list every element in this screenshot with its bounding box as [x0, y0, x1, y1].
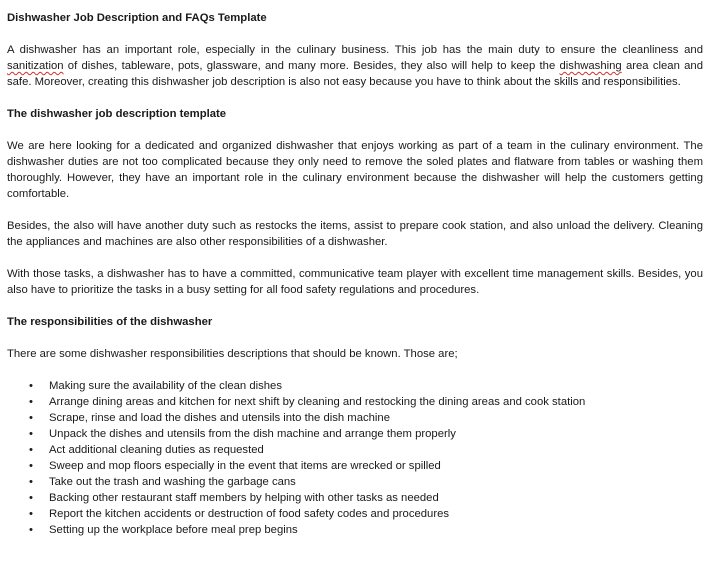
intro-text-2: of dishes, tableware, pots, glassware, and many more. Besides, they also will help to keep the	[63, 60, 560, 72]
list-item	[7, 442, 703, 458]
intro-text-1: A dishwasher has an important role, especially in the culinary business. This job has the main duty to ensure the cleanliness and	[7, 44, 703, 56]
section-heading-responsibilities: The responsibilities of the dishwasher	[7, 316, 213, 328]
list-item-text: Report the kitchen accidents or destruction of food safety codes and procedures	[49, 508, 450, 520]
list-item-text: Arrange dining areas and kitchen for next shift by cleaning and restocking the dining areas and cook station	[49, 396, 586, 408]
list-item-text: Act additional cleaning duties as requested	[49, 444, 264, 456]
bullet-icon: •	[29, 476, 33, 488]
list-item	[7, 474, 703, 490]
responsibilities-intro: There are some dishwasher responsibilities descriptions that should be known. Those are;	[7, 348, 458, 360]
list-item	[7, 410, 703, 426]
list-item	[7, 506, 703, 522]
job-description-paragraph-3: With those tasks, a dishwasher has to have a committed, communicative team player with excellent time management skills. Besides, you also have to prioritize the tasks in a busy setting for all food safety regulations and procedures.	[7, 268, 703, 296]
bullet-icon: •	[29, 412, 33, 424]
list-item-text: Backing other restaurant staff members by helping with other tasks as needed	[49, 492, 439, 504]
bullet-icon: •	[29, 460, 33, 472]
list-item-text: Unpack the dishes and utensils from the dish machine and arrange them properly	[49, 428, 456, 440]
job-description-paragraph-1: We are here looking for a dedicated and organized dishwasher that enjoys working as part of a team in the culinary environment. The dishwasher duties are not too complicated because they only need to remove the soled plates and flatware from tables or washing them thoroughly. However, they have an important role in the culinary environment because the dishwasher will help the customers getting comfortable.	[7, 140, 703, 200]
bullet-icon: •	[29, 444, 33, 456]
section-heading-job-description: The dishwasher job description template	[7, 108, 227, 120]
list-item-text: Setting up the workplace before meal prep begins	[49, 524, 298, 536]
list-item	[7, 378, 703, 394]
list-item	[7, 426, 703, 442]
list-item	[7, 490, 703, 506]
intro-text-3: area clean and safe. Moreover, creating this dishwasher job description is also not easy because you have to think about the skills and responsibilities.	[7, 60, 703, 88]
list-item	[7, 458, 703, 474]
job-description-paragraph-2: Besides, the also will have another duty such as restocks the items, assist to prepare cook station, and also unload the delivery. Cleaning the appliances and machines are also other responsibilities of a dishwasher.	[7, 220, 703, 248]
bullet-icon: •	[29, 492, 33, 504]
document-title: Dishwasher Job Description and FAQs Template	[7, 12, 267, 24]
bullet-icon: •	[29, 524, 33, 536]
bullet-icon: •	[29, 508, 33, 520]
bullet-icon: •	[29, 428, 33, 440]
spellcheck-word-sanitization[interactable]: sanitization	[7, 60, 64, 72]
bullet-icon: •	[29, 396, 33, 408]
bullet-icon: •	[29, 380, 33, 392]
spellcheck-word-dishwashing[interactable]: dishwashing	[559, 60, 622, 72]
responsibilities-list	[7, 378, 703, 538]
list-item-text: Making sure the availability of the clean dishes	[49, 380, 282, 392]
list-item	[7, 522, 703, 538]
list-item-text: Take out the trash and washing the garbage cans	[49, 476, 296, 488]
list-item	[7, 394, 703, 410]
list-item-text: Scrape, rinse and load the dishes and utensils into the dish machine	[49, 412, 391, 424]
intro-paragraph	[7, 42, 703, 90]
list-item-text: Sweep and mop floors especially in the event that items are wrecked or spilled	[49, 460, 441, 472]
